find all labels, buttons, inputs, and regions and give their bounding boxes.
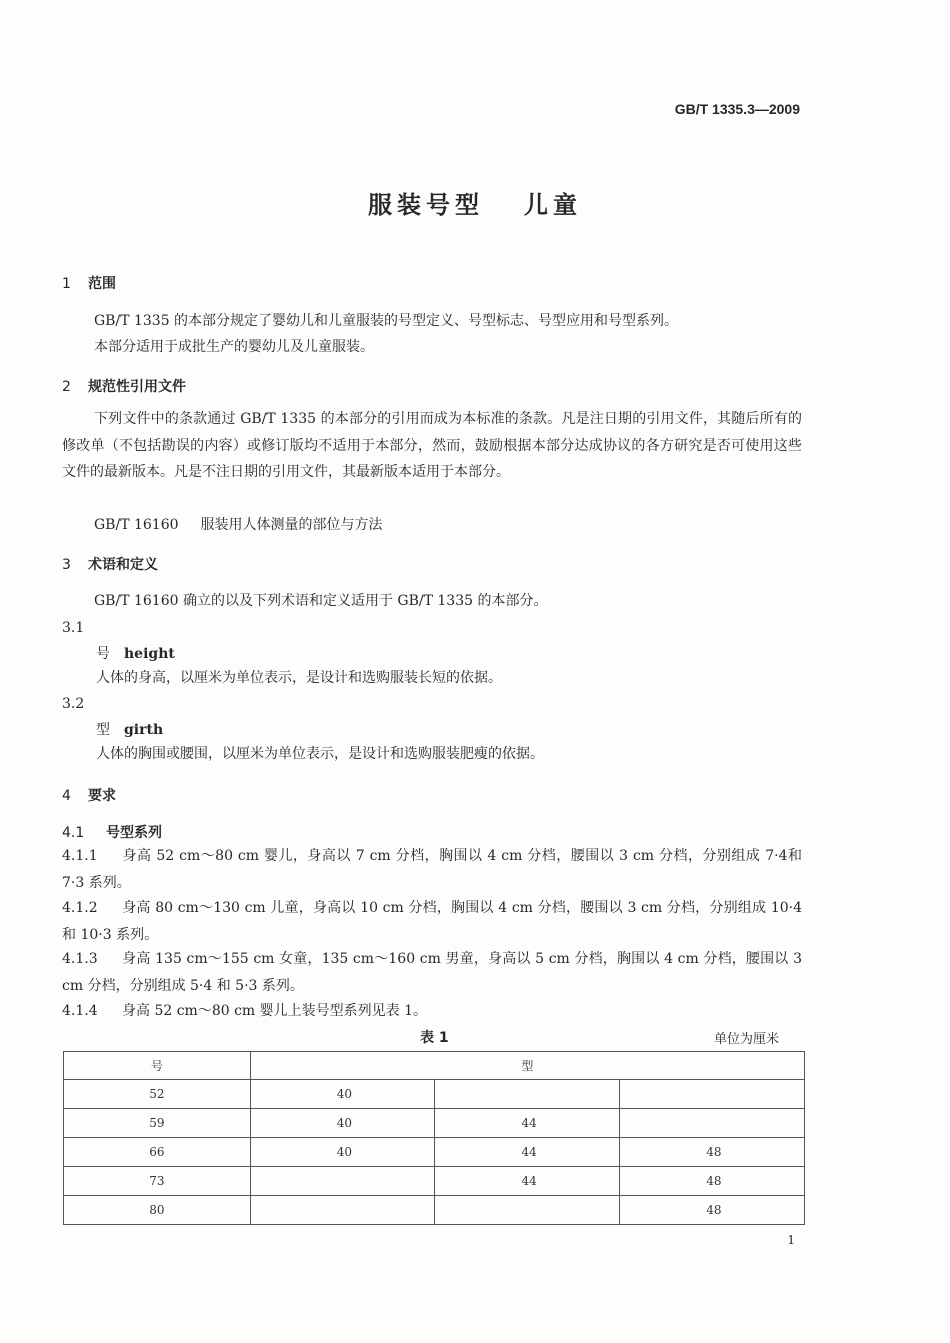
cell-hao: 52 [64, 1080, 251, 1109]
page-number: 1 [787, 1233, 795, 1247]
section-2-heading [62, 376, 186, 396]
header-hao: 号 [64, 1052, 251, 1080]
term-3-2-definition: 人体的胸围或腰围，以厘米为单位表示，是设计和选购服装肥瘦的依据。 [96, 746, 544, 762]
section-1-heading [62, 273, 116, 293]
page-title [0, 185, 950, 220]
item-4-1-3 [62, 946, 802, 999]
item-number: 4.1.4 [62, 1003, 98, 1019]
table-unit: 单位为厘米 [714, 1032, 780, 1047]
cell-hao: 73 [64, 1167, 251, 1196]
s1-paragraph-1: GB/T 1335 的本部分规定了婴幼儿和儿童服装的号型定义、号型标志、号型应用和号型系列。 [94, 313, 679, 329]
s2-paragraph: 下列文件中的条款通过 GB/T 1335 的本部分的引用而成为本标准的条款。凡是注日期的引用文件，其随后所有的修改单（不包括勘误的内容）或修订版均不适用于本部分，然而，鼓励根据本部分达成协议的各方研究是否可使用这些文件的最新版本。凡是不注日期的引用文件，其最新版本适用于本部分。 [62, 411, 802, 480]
table-header-row [64, 1052, 805, 1080]
title-part-2: 儿童 [524, 191, 582, 219]
term-cn: 型 [96, 722, 110, 738]
table-row [64, 1109, 805, 1138]
s2-reference [94, 512, 383, 538]
item-number: 4.1.3 [62, 951, 98, 967]
cell-hao: 66 [64, 1138, 251, 1167]
section-4-heading [62, 785, 116, 805]
cell-value [435, 1080, 620, 1109]
term-en: height [124, 646, 175, 662]
section-number: 4.1 [62, 825, 85, 841]
cell-value: 40 [250, 1080, 435, 1109]
table-row [64, 1080, 805, 1109]
cell-value: 40 [250, 1138, 435, 1167]
table-row [64, 1196, 805, 1225]
section-3-heading [62, 554, 158, 574]
cell-value [250, 1167, 435, 1196]
item-number: 4.1.1 [62, 848, 98, 864]
cell-hao: 59 [64, 1109, 251, 1138]
term-3-2-number: 3.2 [62, 696, 85, 712]
section-title: 规范性引用文件 [88, 379, 186, 395]
size-table [63, 1051, 805, 1225]
item-text: 身高 135 cm～155 cm 女童，135 cm～160 cm 男童，身高以 5 cm 分档，胸围以 4 cm 分档，腰围以 3 cm 分档，分别组成 5·4 和 5·3 系列。 [62, 951, 802, 994]
section-title: 号型系列 [106, 825, 162, 841]
cell-value: 44 [435, 1109, 620, 1138]
section-number: 3 [62, 557, 71, 573]
item-4-1-1 [62, 843, 802, 896]
cell-value [620, 1080, 805, 1109]
cell-value: 48 [620, 1196, 805, 1225]
item-text: 身高 52 cm～80 cm 婴儿，身高以 7 cm 分档，胸围以 4 cm 分档，腰围以 3 cm 分档，分别组成 7·4和 7·3 系列。 [62, 848, 802, 891]
cell-value [620, 1109, 805, 1138]
cell-value: 44 [435, 1138, 620, 1167]
header-xing: 型 [250, 1052, 804, 1080]
section-title: 术语和定义 [88, 557, 158, 573]
cell-value: 44 [435, 1167, 620, 1196]
term-3-1-definition: 人体的身高，以厘米为单位表示，是设计和选购服装长短的依据。 [96, 670, 502, 686]
s3-intro: GB/T 16160 确立的以及下列术语和定义适用于 GB/T 1335 的本部分。 [94, 593, 548, 609]
cell-value: 48 [620, 1167, 805, 1196]
cell-value: 40 [250, 1109, 435, 1138]
cell-value [435, 1196, 620, 1225]
section-title: 要求 [88, 788, 116, 804]
table-caption: 表 1 [420, 1030, 449, 1046]
section-title: 范围 [88, 276, 116, 292]
table-row [64, 1138, 805, 1167]
table-row [64, 1167, 805, 1196]
section-4-1-heading [62, 822, 162, 842]
term-3-2 [96, 717, 163, 743]
item-text: 身高 80 cm～130 cm 儿童，身高以 10 cm 分档，胸围以 4 cm 分档，腰围以 3 cm 分档，分别组成 10·4 和 10·3 系列。 [62, 900, 802, 943]
term-3-1-number: 3.1 [62, 620, 85, 636]
item-4-1-4 [62, 998, 802, 1025]
s1-paragraph-2: 本部分适用于成批生产的婴幼儿及儿童服装。 [94, 339, 374, 355]
item-4-1-2 [62, 895, 802, 948]
cell-value [250, 1196, 435, 1225]
reference-title: 服装用人体测量的部位与方法 [200, 517, 383, 533]
section-number: 1 [62, 276, 71, 292]
section-number: 4 [62, 788, 71, 804]
cell-value: 48 [620, 1138, 805, 1167]
standard-code: GB/T 1335.3—2009 [674, 101, 800, 117]
term-en: girth [124, 722, 164, 738]
term-cn: 号 [96, 646, 110, 662]
item-text: 身高 52 cm～80 cm 婴儿上装号型系列见表 1。 [122, 1003, 428, 1019]
item-number: 4.1.2 [62, 900, 98, 916]
term-3-1 [96, 641, 175, 667]
reference-code: GB/T 16160 [94, 517, 179, 533]
title-part-1: 服装号型 [368, 191, 484, 219]
cell-hao: 80 [64, 1196, 251, 1225]
section-number: 2 [62, 379, 71, 395]
